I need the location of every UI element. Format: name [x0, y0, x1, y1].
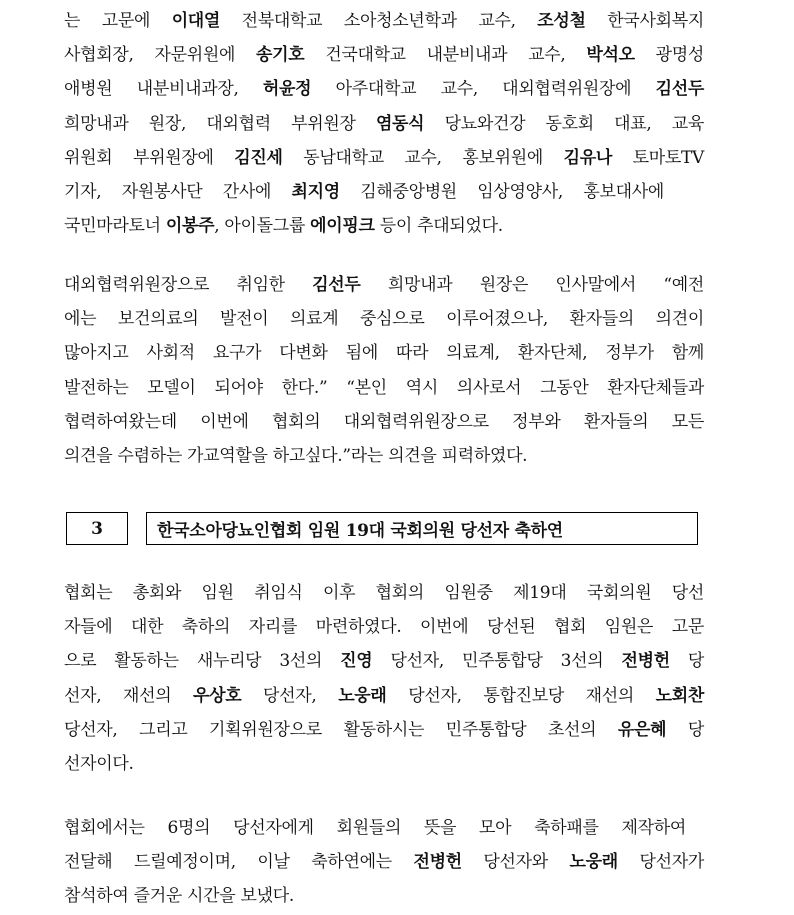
- text-line: 협회에서는 6명의 당선자에게 회원들의 뜻을 모아 축하패를 제작하여: [64, 818, 686, 838]
- text-line: 에는 보건의료의 발전이 의료계 중심으로 이루어졌으나, 환자들의 의견이: [64, 309, 704, 330]
- section-number: 3: [66, 512, 128, 545]
- paragraph-greeting: [64, 268, 704, 473]
- text-line: 전달해 드릴예정이며, 이날 축하연에는 전병헌 당선자와 노웅래 당선자가: [64, 852, 704, 873]
- text-line: 협회는 총회와 임원 취임식 이후 협회의 임원중 제19대 국회의원 당선: [64, 583, 704, 603]
- text-line: 의견을 수렴하는 가교역할을 하고싶다.”라는 의견을 피력하였다.: [64, 445, 528, 466]
- paragraph-election: [64, 576, 704, 781]
- text-line: 는 고문에 이대열 전북대학교 소아청소년학과 교수, 조성철 한국사회복지: [64, 11, 704, 31]
- text-line: 협력하여왔는데 이번에 협회의 대외협력위원장으로 정부와 환자들의 모든: [64, 411, 704, 432]
- text-line: 많아지고 사회적 요구가 다변화 됨에 따라 의료계, 환자단체, 정부가 함께: [64, 343, 704, 364]
- text-line: 으로 활동하는 새누리당 3선의 진영 당선자, 민주통합당 3선의 전병헌 당: [64, 651, 704, 672]
- section-title: 한국소아당뇨인협회 임원 19대 국회의원 당선자 축하연: [146, 512, 698, 545]
- text-line: 선자이다.: [64, 753, 134, 774]
- paragraph-celebration: [64, 811, 704, 914]
- paragraph-advisors: [64, 4, 704, 243]
- text-line: 애병원 내분비내과장, 허윤정 아주대학교 교수, 대외협력위원장에 김선두: [64, 79, 704, 100]
- text-line: 국민마라토너 이봉주, 아이돌그룹 에이핑크 등이 추대되었다.: [64, 216, 503, 237]
- text-line: 자들에 대한 축하의 자리를 마련하였다. 이번에 당선된 협회 임원은 고문: [64, 617, 704, 638]
- text-line: 선자, 재선의 우상호 당선자, 노웅래 당선자, 통합진보당 재선의 노회찬: [64, 685, 704, 706]
- text-line: 희망내과 원장, 대외협력 부위원장 염동식 당뇨와건강 동호회 대표, 교육: [64, 113, 704, 134]
- text-line: 사협회장, 자문위원에 송기호 건국대학교 내분비내과 교수, 박석오 광명성: [64, 45, 704, 66]
- text-line: 대외협력위원장으로 취임한 김선두 희망내과 원장은 인사말에서 “예전: [64, 275, 705, 295]
- text-line: 기자, 자원봉사단 간사에 최지영 김해중앙병원 임상영양사, 홍보대사에: [64, 181, 664, 202]
- text-line: 발전하는 모델이 되어야 한다.” “본인 역시 의사로서 그동안 환자단체들과: [64, 377, 704, 398]
- text-line: 참석하여 즐거운 시간을 보냈다.: [64, 886, 295, 907]
- text-line: 당선자, 그리고 기획위원장으로 활동하시는 민주통합당 초선의 유은혜 당: [64, 719, 704, 740]
- text-line: 위원회 부위원장에 김진세 동남대학교 교수, 홍보위원에 김유나 토마토TV: [64, 147, 704, 168]
